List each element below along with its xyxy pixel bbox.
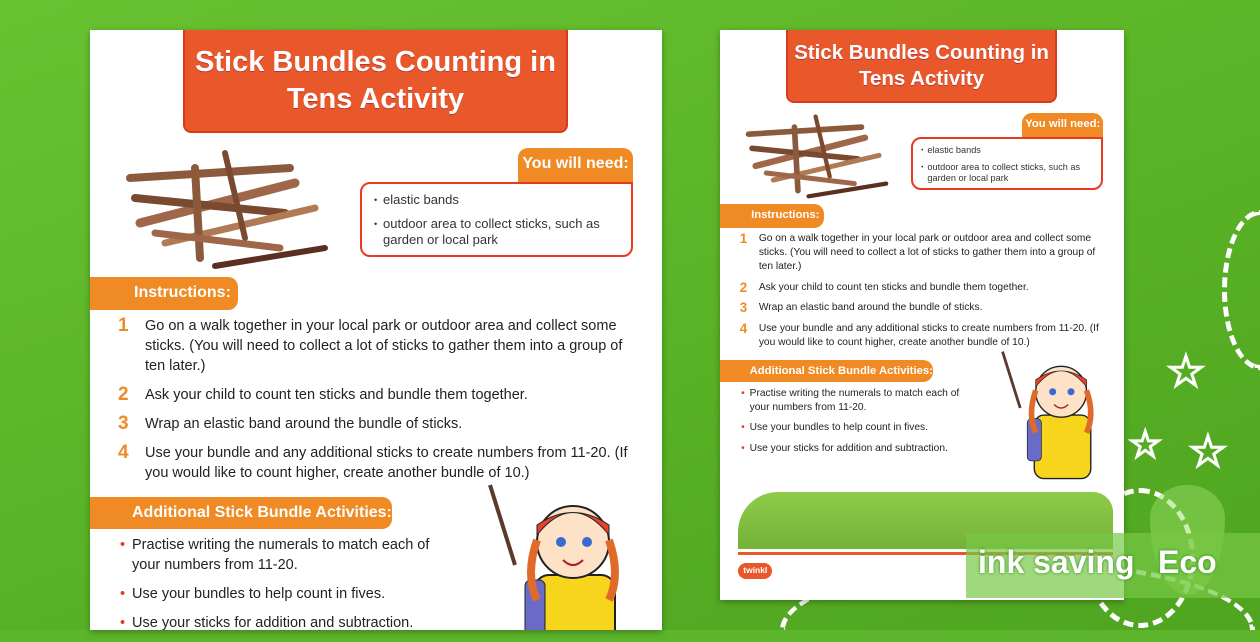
list-item: 1 Go on a walk together in your local park or outdoor area and collect some sticks. (You will need to collect a lot of sticks to gather them into a group of ten later.) [118, 315, 623, 374]
page-title: Stick Bundles Counting in Tens Activity [786, 30, 1058, 103]
list-item: • elastic bands [374, 192, 619, 208]
instructions-list [740, 232, 1107, 356]
list-item: 3 Wrap an elastic band around the bundle of sticks. [739, 300, 983, 316]
ink-saving-label: ink saving [978, 544, 1135, 580]
list-item: • outdoor area to collect sticks, such as garden or local park [374, 216, 619, 248]
list-item: • outdoor area to collect sticks, such as garden or local park [921, 162, 1093, 185]
additional-activities-heading: Additional Stick Bundle Activities: [90, 497, 392, 529]
you-will-need-heading: You will need: [518, 148, 633, 184]
list-item: 3 Wrap an elastic band around the bundle of sticks. [118, 413, 463, 434]
you-will-need-heading: You will need: [1022, 113, 1103, 138]
eco-label: Eco [1158, 544, 1217, 580]
list-item: 2 Ask your child to count ten sticks and bundle them together. [739, 279, 1029, 295]
girl-illustration [999, 348, 1119, 489]
list-item: 4 Use your bundle and any additional sticks to create numbers from 11-20. (If you would like to count higher, create another bundle of 10.) [118, 442, 628, 481]
list-item: • Use your bundles to help count in fives. [741, 421, 967, 435]
list-item: 2 Ask your child to count ten sticks and bundle them together. [118, 384, 528, 405]
sticks-illustration [745, 113, 893, 201]
list-item: • Practise writing the numerals to match each of your numbers from 11-20. [741, 387, 967, 415]
instructions-heading: Instructions: [90, 277, 238, 310]
girl-illustration [485, 480, 655, 630]
worksheet-preview-small [720, 30, 1124, 600]
list-item: 4 Use your bundle and any additional sticks to create numbers from 11-20. (If you would like to count higher, create another bundle of 10.) [739, 320, 1099, 348]
list-item: • Practise writing the numerals to match each of your numbers from 11-20. [120, 535, 440, 575]
sticks-illustration [125, 148, 335, 273]
materials-list [911, 137, 1104, 190]
additional-activities-list [120, 535, 440, 642]
star-icon: ★ [1168, 350, 1204, 394]
instructions-heading: Instructions: [720, 204, 824, 227]
page-title: Stick Bundles Counting in Tens Activity [183, 30, 568, 133]
additional-activities-list [741, 387, 967, 463]
twinkl-logo: twinkl [738, 563, 772, 579]
instructions-list [118, 316, 638, 492]
list-item: • Use your sticks for addition and subtraction. [741, 442, 967, 456]
additional-activities-heading: Additional Stick Bundle Activities: [720, 360, 933, 383]
list-item: 1 Go on a walk together in your local park or outdoor area and collect some sticks. (You will need to collect a lot of sticks to gather them into a group of ten later.) [739, 230, 1096, 273]
list-item: • Use your sticks for addition and subtraction. [120, 613, 440, 633]
materials-list [360, 182, 633, 257]
list-item: • elastic bands [921, 145, 1093, 156]
worksheet-preview-large [90, 30, 662, 630]
star-icon: ★ [1130, 426, 1161, 464]
star-icon: ★ [1190, 430, 1226, 474]
list-item: • Use your bundles to help count in fives. [120, 584, 440, 604]
